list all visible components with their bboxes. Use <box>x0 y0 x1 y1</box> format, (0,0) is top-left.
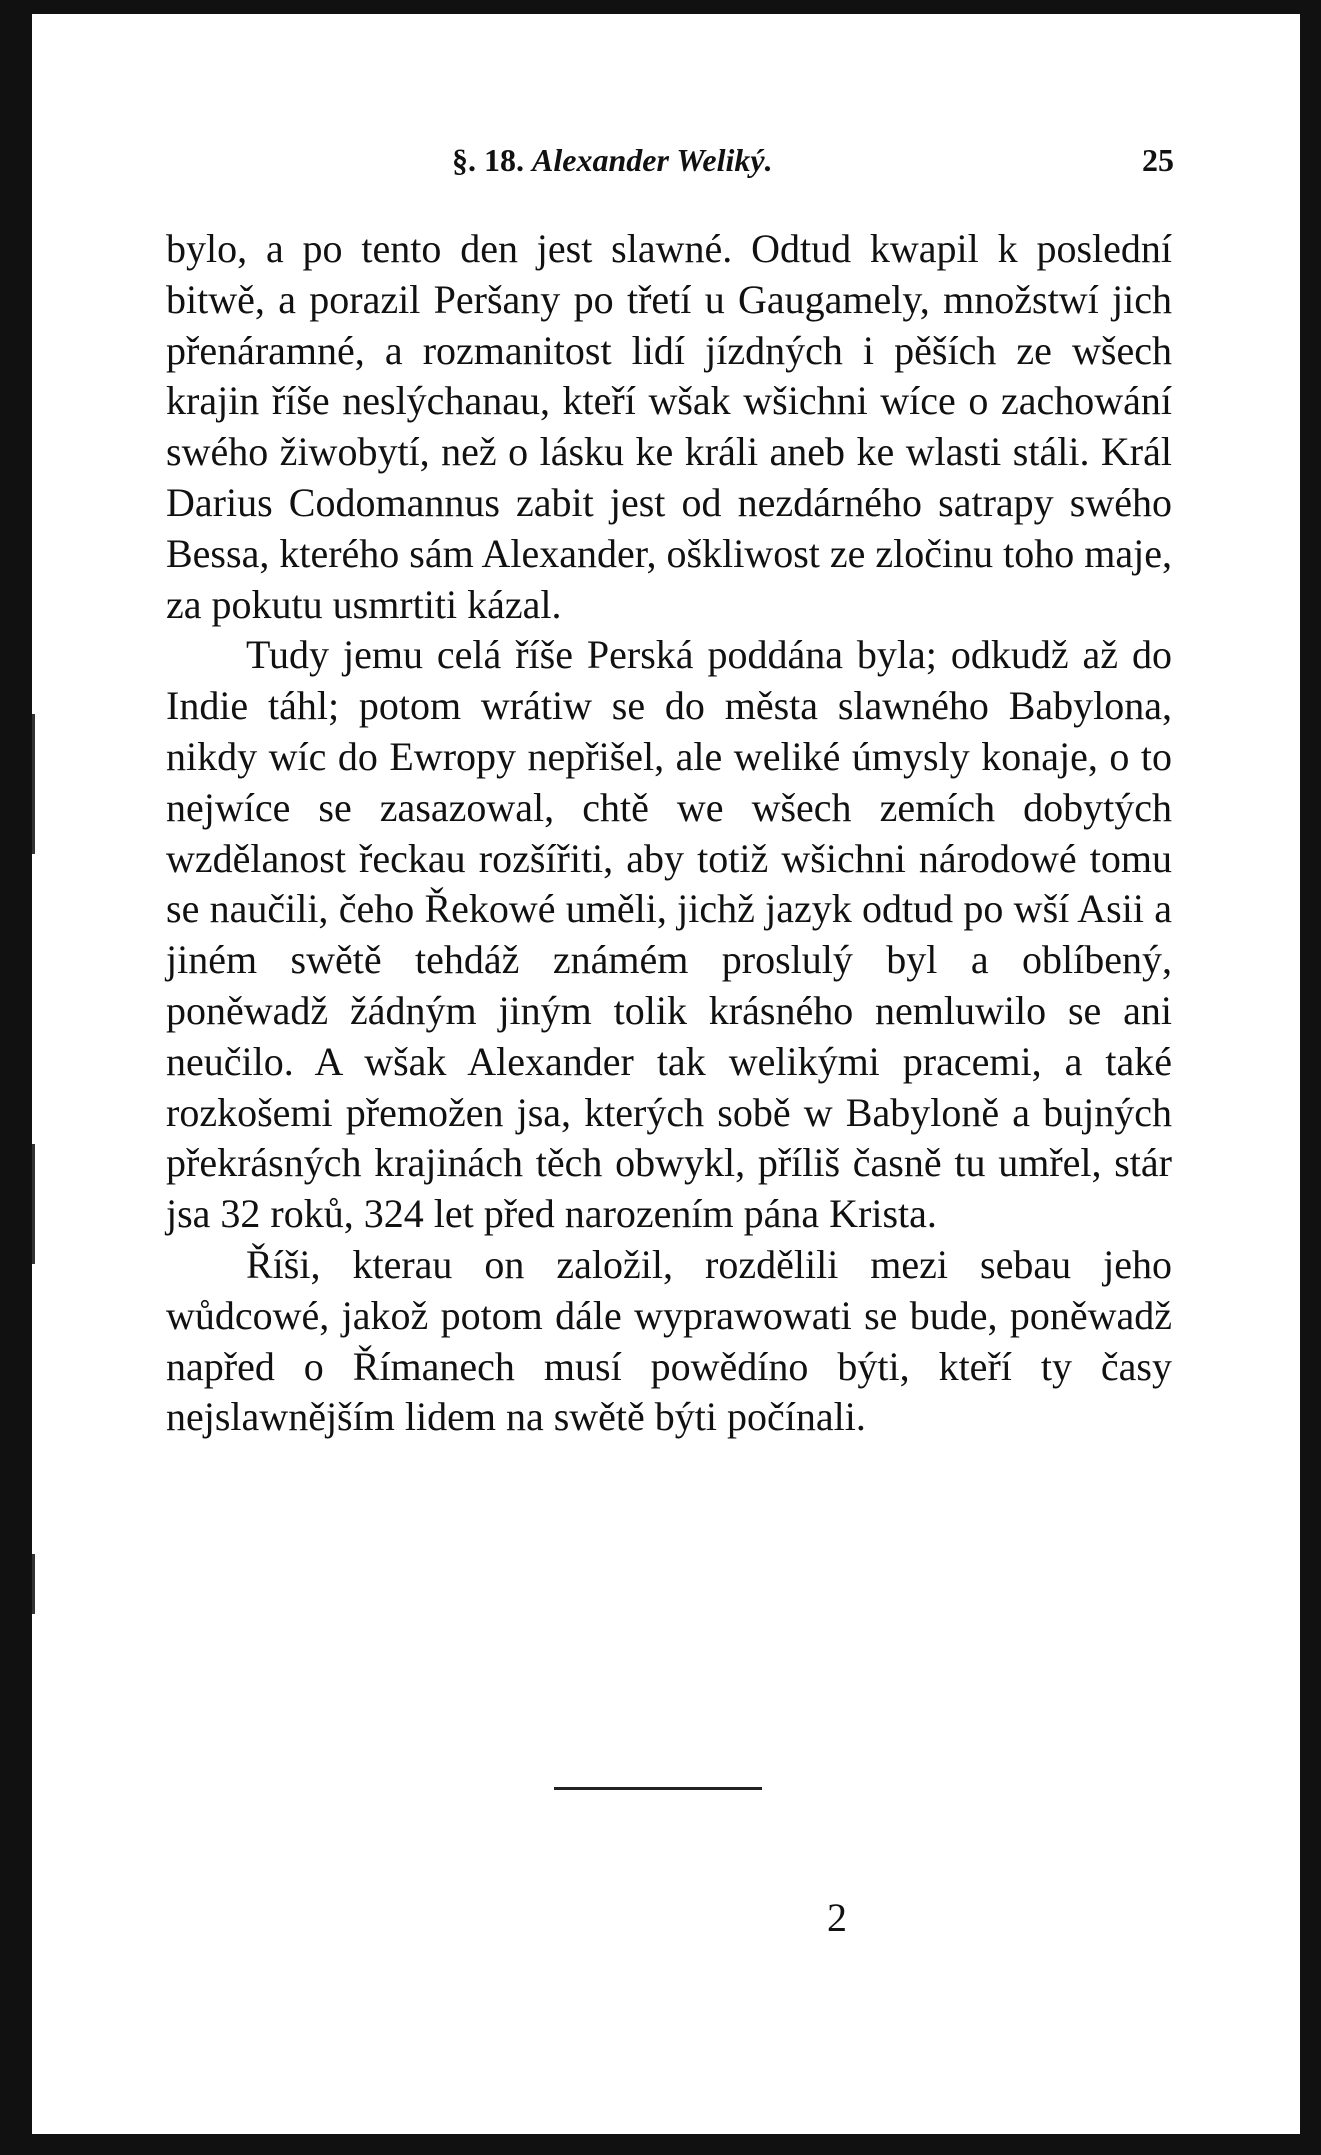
page-number: 25 <box>1142 142 1174 178</box>
chapter-title: Alexander Weliký. <box>532 142 773 178</box>
paragraph: bylo, a po tento den jest slawné. Odtud kwapil k poslední bitwě, a porazil Peršany po třetí u Gaugamely, množstwí jich přenáramné, a rozmanitost lidí jízdných i pěších ze wšech krajin říše neslýchanau, kteří wšak wšichni wíce o zachowání swého žiwobytí, než o lásku ke králi aneb ke wlasti stáli. Král Darius Codomannus zabit jest od nezdárného satrapy swého Bessa, kterého sám Alexander, oškliwost ze zločinu toho maje, za pokutu usmrtiti kázal. <box>166 226 1172 627</box>
margin-mark <box>32 1554 35 1614</box>
margin-mark <box>32 1144 35 1264</box>
paragraph: Říši, kterau on založil, rozdělili mezi sebau jeho wůdcowé, jakož potom dále wyprawowati se bude, poněwadž napřed o Římanech musí powědíno býti, kteří ty časy nejslawnějším lidem na swětě býti počínali. <box>166 1241 1172 1440</box>
paragraph: Tudy jemu celá říše Perská poddána byla; odkudž až do Indie táhl; potom wrátiw se do města slawného Babylona, nikdy wíc do Ewropy nepřišel, ale weliké úmysly konaje, o to nejwíce se zasazowal, chtě we wšech zemích dobytých wzdělanost řeckau rozšířiti, aby totiž wšichni národowé tomu se naučili, čeho Řekowé uměli, jichž jazyk odtud po wší Asii a jiném swětě tehdáž známém proslulý byl a oblíbený, poněwadž žádným jiným tolik krásného nemluwilo se ani neučilo. A wšak Alexander tak welikými pracemi, a také rozkošemi přemožen jsa, kterých sobě w Babyloně a bujných překrásných krajinách těch obwykl, příliš časně tu umřel, stár jsa 32 roků, 324 let před narozením pána Krista. <box>166 632 1172 1237</box>
book-page <box>32 14 1300 2134</box>
margin-mark <box>32 714 35 854</box>
running-header <box>32 132 1300 192</box>
closing-rule <box>554 1787 762 1790</box>
body-text <box>166 224 1172 1443</box>
running-head <box>452 142 773 179</box>
signature-mark: 2 <box>827 1895 847 1940</box>
section-mark: §. 18. <box>452 142 524 178</box>
